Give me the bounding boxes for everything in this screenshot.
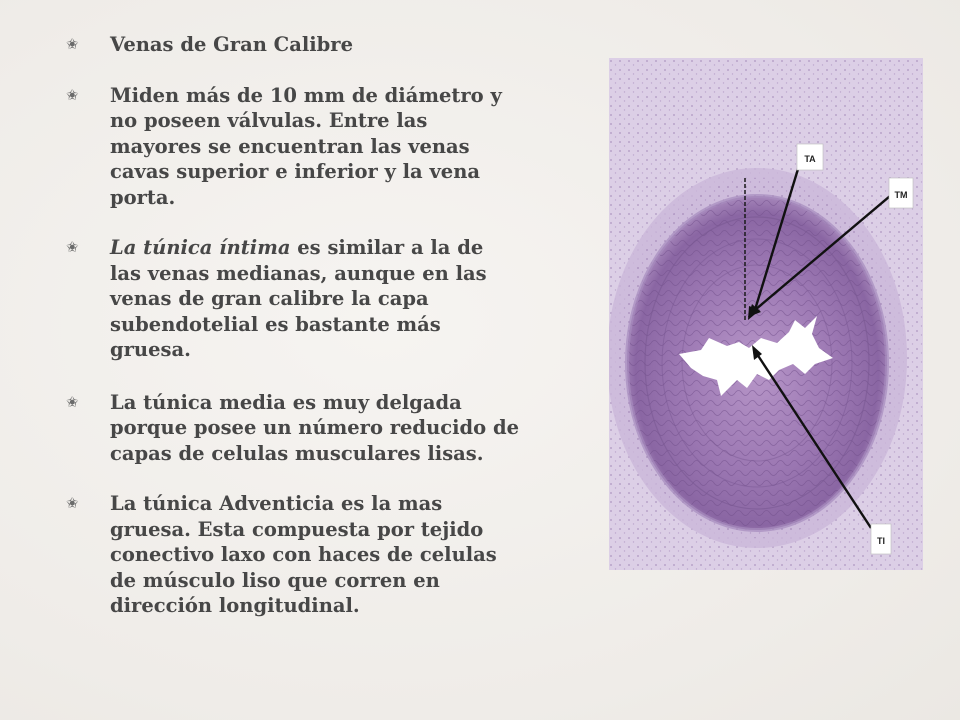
bullet-italic-term: La túnica íntima xyxy=(110,236,291,259)
label-ta xyxy=(797,144,823,170)
bullet-text: Miden más de 10 mm de diámetro y no poseen válvulas. Entre las mayores se encuentran las venas cavas superior e inferior y la vena porta. xyxy=(110,83,502,209)
vein-micrograph xyxy=(609,58,923,570)
bullet-text: La túnica media es muy delgada porque posee un número reducido de capas de celulas musculares lisas. xyxy=(110,390,519,465)
bullet-text: La túnica Adventicia es la mas gruesa. Esta compuesta por tejido conectivo laxo con haces de celulas de músculo liso que corren en dirección longitudinal. xyxy=(110,492,497,617)
star-icon: ✬ xyxy=(66,494,79,512)
svg-text:TI: TI xyxy=(877,536,885,546)
svg-text:TM: TM xyxy=(894,190,908,200)
label-ti xyxy=(871,524,891,554)
bullet-item-title xyxy=(66,32,521,58)
star-icon: ✬ xyxy=(66,85,79,104)
star-icon: ✬ xyxy=(66,392,79,411)
bullet-item-diameter xyxy=(66,83,521,211)
bullet-item-media xyxy=(66,390,521,467)
bullet-list xyxy=(66,32,521,619)
bullet-item-intima xyxy=(66,235,521,363)
bullet-item-adventicia xyxy=(66,491,521,619)
bullet-text: Venas de Gran Calibre xyxy=(110,33,353,56)
svg-text:TA: TA xyxy=(804,154,816,164)
star-icon: ✬ xyxy=(66,238,79,256)
star-icon: ✬ xyxy=(66,35,79,53)
micrograph-svg xyxy=(609,58,923,570)
label-tm xyxy=(889,178,913,208)
bullet-text: es similar a la de las venas medianas, aunque en las venas de gran calibre la capa subendotelial es bastante más gruesa. xyxy=(110,236,487,361)
